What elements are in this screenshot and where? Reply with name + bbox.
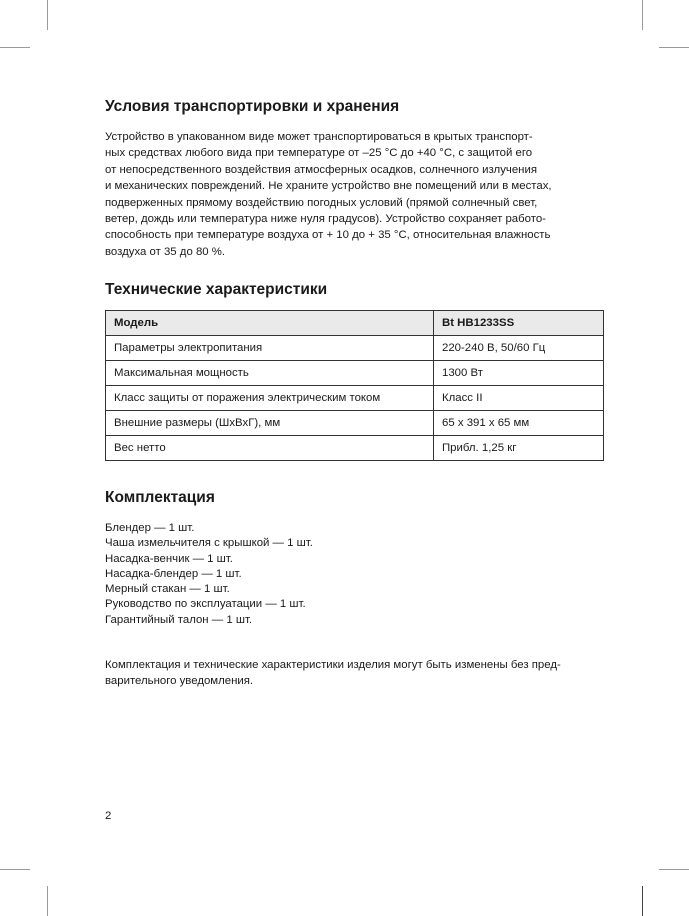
list-item: Мерный стакан — 1 шт. xyxy=(105,583,230,596)
list-item: Насадка-венчик — 1 шт. xyxy=(105,552,233,565)
heading-specifications: Технические характеристики xyxy=(105,281,328,298)
list-item: Гарантийный талон — 1 шт. xyxy=(105,613,253,626)
spec-label: Максимальная мощность xyxy=(106,361,434,386)
crop-mark xyxy=(0,869,30,870)
crop-mark xyxy=(659,47,689,48)
list-item: Руководство по эксплуатации — 1 шт. xyxy=(105,598,306,611)
list-item: Блендер — 1 шт. xyxy=(105,522,195,534)
spec-label: Параметры электропитания xyxy=(106,336,434,361)
text-line: ных средствах любого вида при температуре от –25 °C до +40 °C, с защитой его xyxy=(105,147,533,160)
text-line: и механических повреждений. Не храните устройство вне помещений или в местах, xyxy=(105,180,552,193)
list-item: Чаша измельчителя с крышкой — 1 шт. xyxy=(105,537,313,550)
change-notice xyxy=(105,657,561,690)
crop-mark xyxy=(47,0,48,30)
spec-value: 65 х 391 х 65 мм xyxy=(434,411,604,436)
crop-mark xyxy=(659,869,689,870)
specifications-table xyxy=(105,310,604,461)
crop-mark xyxy=(0,47,30,48)
spec-value: Прибл. 1,25 кг xyxy=(434,436,604,461)
text-line: способность при температуре воздуха от + 10 до + 35 °C, относительная влажность xyxy=(105,229,551,242)
text-line: от непосредственного воздействия атмосферных осадков, солнечного излучения xyxy=(105,163,537,176)
crop-mark xyxy=(642,0,643,30)
table-row xyxy=(106,411,604,436)
text-line: воздуха от 35 до 80 %. xyxy=(105,245,226,258)
spec-label: Внешние размеры (ШхВхГ), мм xyxy=(106,411,434,436)
spec-label: Модель xyxy=(106,311,434,336)
text-line: подверженных прямому воздействию погодных условий (прямой солнечный свет, xyxy=(105,196,538,209)
spec-value: Класс II xyxy=(434,386,604,411)
table-row xyxy=(106,336,604,361)
page-number: 2 xyxy=(105,810,112,822)
spec-value: Bt HB1233SS xyxy=(434,311,604,336)
text-line: Устройство в упакованном виде может транспортироваться в крытых транспорт- xyxy=(105,131,533,143)
transport-paragraph xyxy=(105,129,552,260)
spec-value: 1300 Вт xyxy=(434,361,604,386)
heading-transport-storage: Условия транспортировки и хранения xyxy=(105,98,400,115)
text-line: Комплектация и технические характеристики изделия могут быть изменены без пред- xyxy=(105,659,561,671)
table-row xyxy=(106,436,604,461)
crop-mark xyxy=(642,886,643,916)
spec-label: Вес нетто xyxy=(106,436,434,461)
package-contents-list xyxy=(105,521,313,628)
table-row xyxy=(106,386,604,411)
spec-label: Класс защиты от поражения электрическим током xyxy=(106,386,434,411)
crop-mark xyxy=(47,886,48,916)
table-row xyxy=(106,361,604,386)
text-line: варительного уведомления. xyxy=(105,675,254,688)
table-row xyxy=(106,311,604,336)
spec-value: 220-240 В, 50/60 Гц xyxy=(434,336,604,361)
text-line: ветер, дождь или температура ниже нуля градусов). Устройство сохраняет работо- xyxy=(105,212,546,225)
list-item: Насадка-блендер — 1 шт. xyxy=(105,567,242,580)
heading-package-contents: Комплектация xyxy=(105,489,215,506)
